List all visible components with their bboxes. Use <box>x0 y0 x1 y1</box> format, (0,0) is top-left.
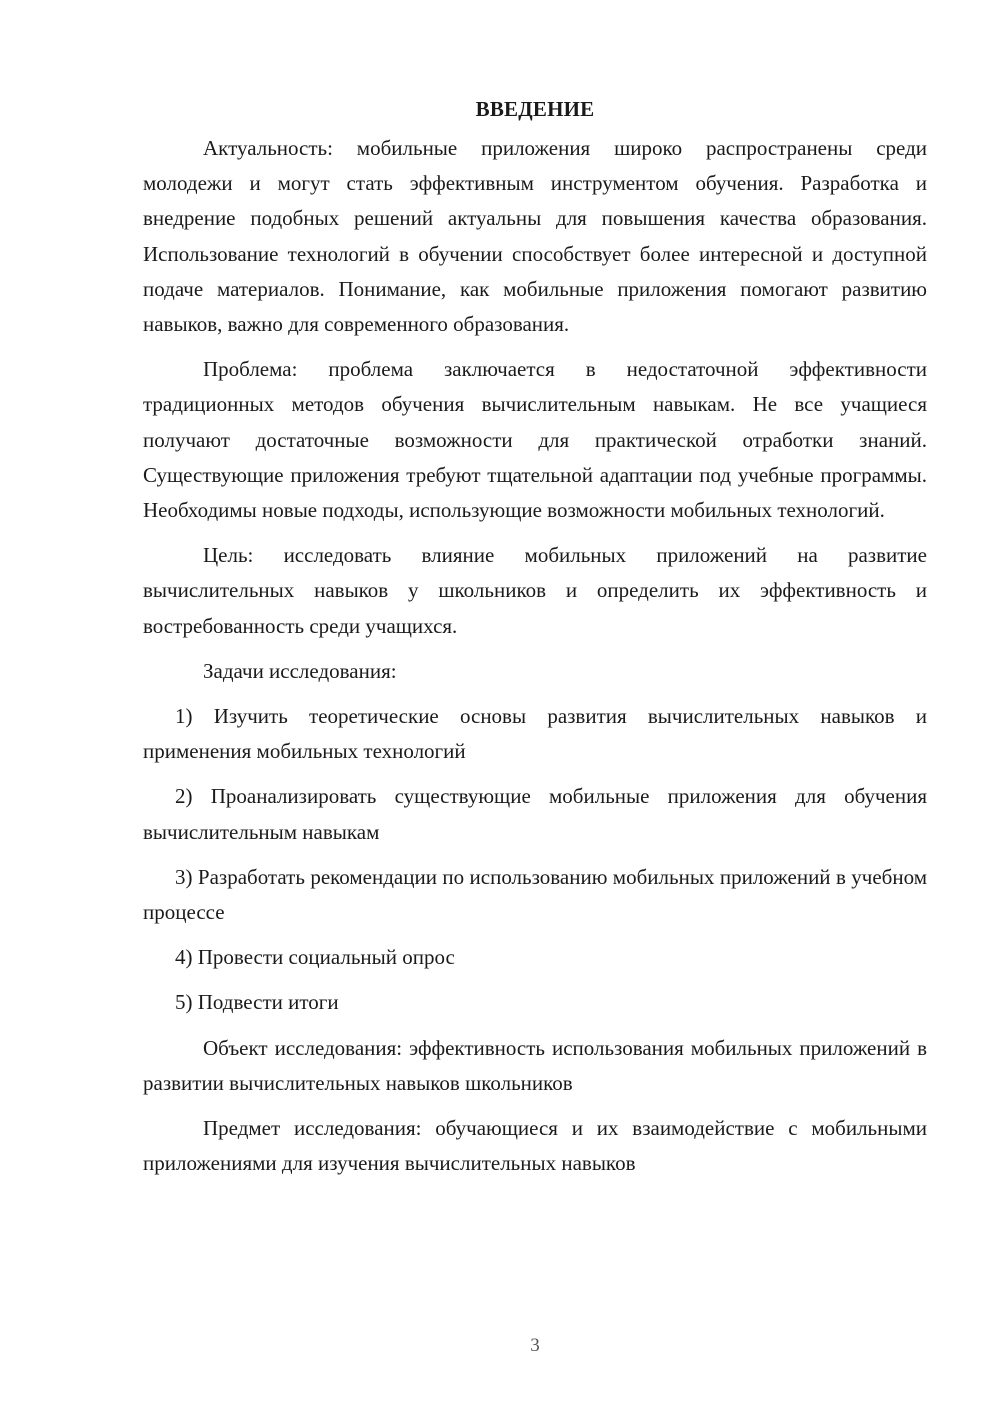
list-item: 5) Подвести итоги <box>175 990 339 1015</box>
list-item: 3) Разработать рекомендации по использованию мобильных приложений в учебном процессе <box>143 864 927 925</box>
paragraph-relevance: Актуальность: мобильные приложения широко распространены среди молодежи и могут стать эффективным инструментом обучения. Разработка и внедрение подобных решений актуальны для повышения качества образования. Использование технологий в обучении способствует более интересной и доступной подаче материалов. Понимание, как мобильные приложения помогают развитию навыков, важно для современного образования. <box>143 136 927 337</box>
tasks-heading: Задачи исследования: <box>203 658 397 683</box>
list-item: 2) Проанализировать существующие мобильные приложения для обучения вычислительным навыкам <box>143 784 927 844</box>
page-content <box>143 92 927 1181</box>
paragraph-goal: Цель: исследовать влияние мобильных приложений на развитие вычислительных навыков у школьников и определить их эффективность и востребованность среди учащихся. <box>143 543 927 638</box>
list-item: 1) Изучить теоретические основы развития вычислительных навыков и применения мобильных технологий <box>143 704 927 764</box>
paragraph-problem: Проблема: проблема заключается в недостаточной эффективности традиционных методов обучения вычислительным навыкам. Не все учащиеся получают достаточные возможности для практической отработки знаний. Существующие приложения требуют тщательной адаптации под учебные программы. Необходимы новые подходы, использующие возможности мобильных технологий. <box>143 357 927 523</box>
page-number: 3 <box>530 1335 540 1356</box>
list-item: 4) Провести социальный опрос <box>175 945 455 970</box>
page-title: ВВЕДЕНИЕ <box>475 97 595 121</box>
paragraph-object: Объект исследования: эффективность использования мобильных приложений в развитии вычислительных навыков школьников <box>143 1035 927 1095</box>
paragraph-subject: Предмет исследования: обучающиеся и их взаимодействие с мобильными приложениями для изучения вычислительных навыков <box>143 1116 927 1176</box>
